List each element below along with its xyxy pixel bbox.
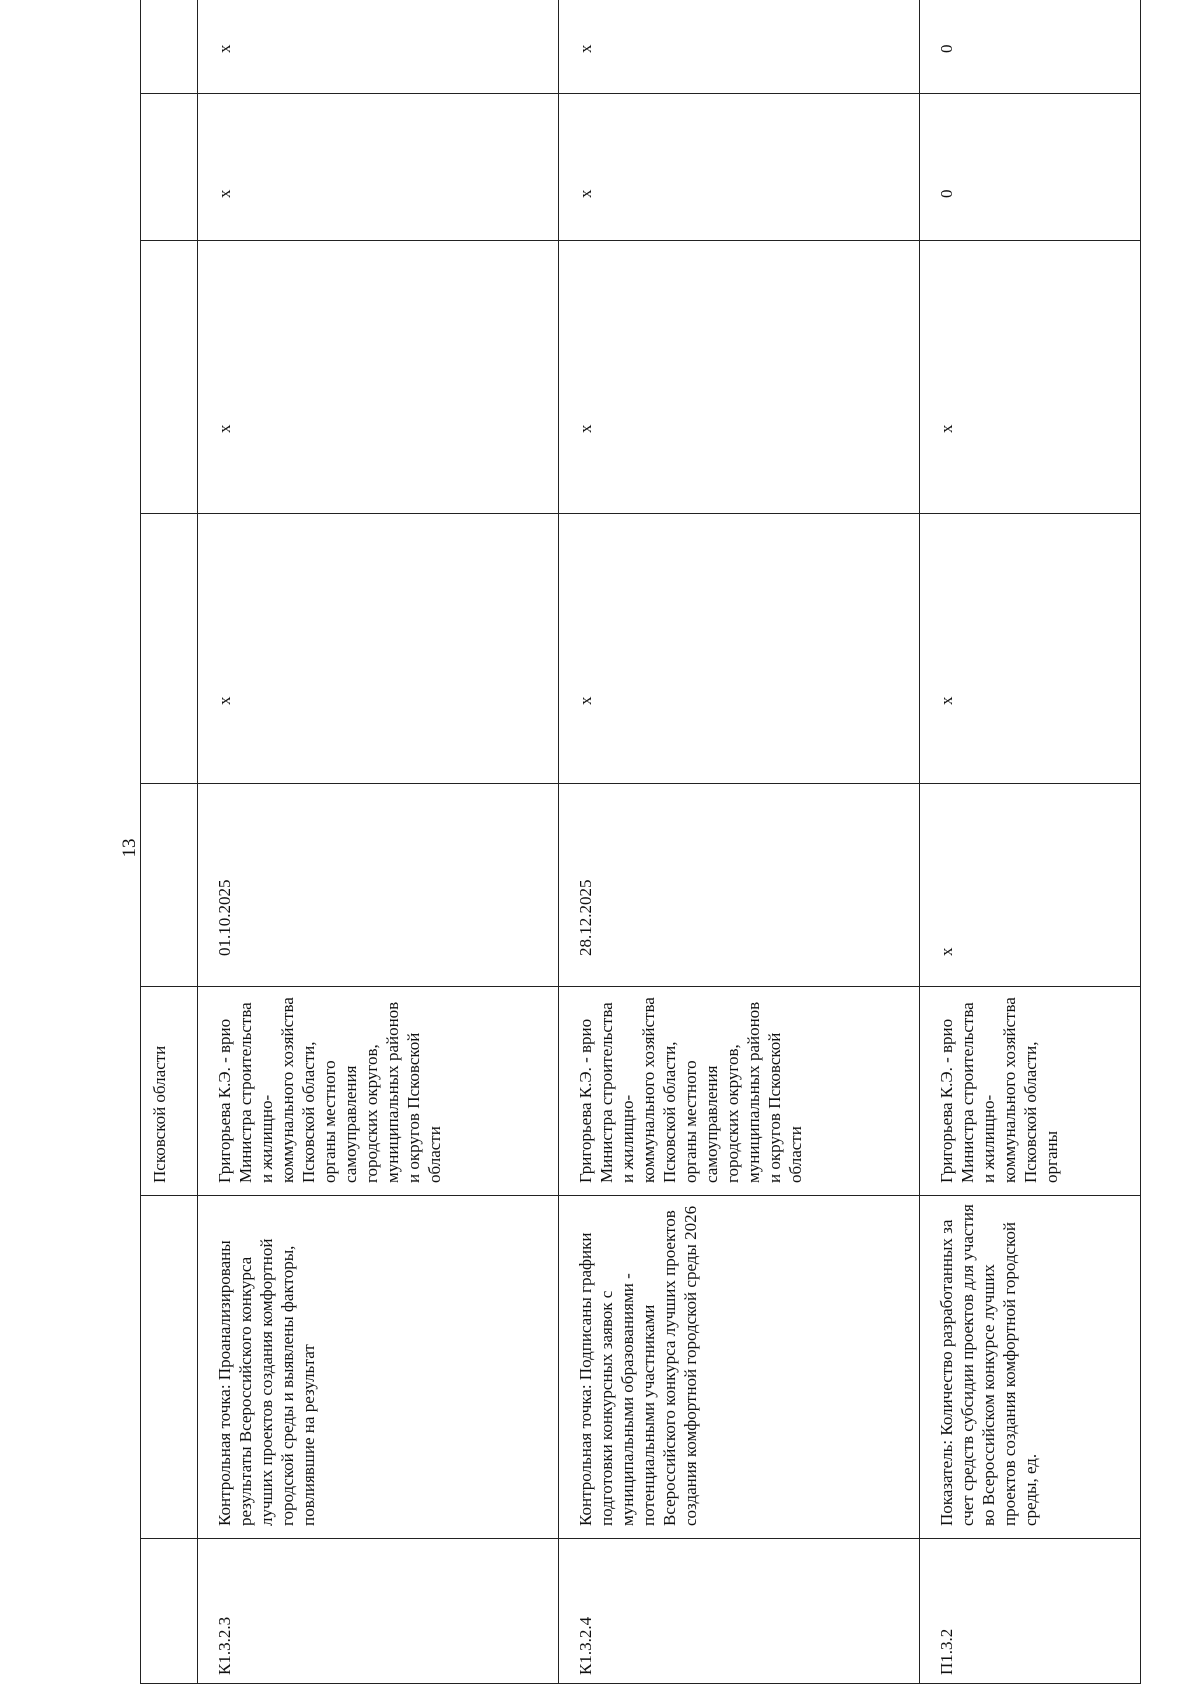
table-cell-responsible: Григорьева К.Э. - врио Министра строительства и жилищно-коммунального хозяйства Псковской области, органы [920,987,1141,1196]
table-cell-name: Показатель: Количество разработанных за счет средств субсидии проектов для участия во Всероссийском конкурсе лучших проектов создания комфортной городской среды, ед. [920,1196,1141,1539]
rotated-table-container [140,44,1061,1684]
table-cell-code: К1.3.2.3 [198,1539,559,1684]
table-cell-value: x [559,241,920,514]
table-cell-value: x [198,94,559,241]
table-cell-value: x [920,514,1141,784]
table-cell-value: x [559,0,920,94]
table-cell-value: x [559,94,920,241]
table-cell-value: x [559,514,920,784]
table-cell-date: x [920,784,1141,987]
table-row [559,0,920,1684]
table-cell-date: 28.12.2025 [559,784,920,987]
table-row [920,0,1141,1684]
table-cell-code: К1.3.2.4 [559,1539,920,1684]
table-cell-date [141,784,198,987]
table-cell-value: 0 [920,94,1141,241]
table-cell-value: 0 [920,0,1141,94]
table-cell-value: x [198,514,559,784]
table-cell-value [141,241,198,514]
table-cell-name: Контрольная точка: Подписаны графики подготовки конкурсных заявок с муниципальными образованиями - потенциальными участниками Всероссийского конкурса лучших проектов создания комфортной городской среды 2026 [559,1196,920,1539]
table-row [141,0,198,1684]
table-cell-value: x [198,0,559,94]
page-number: 13 [119,838,140,858]
table-cell-responsible: Псковской области [141,987,198,1196]
plan-table [140,0,1141,1684]
table-cell-responsible: Григорьева К.Э. - врио Министра строительства и жилищно-коммунального хозяйства Псковской области, органы местного самоуправления городских округов, муниципальных районов и округов Псковской области [198,987,559,1196]
table-cell-code: П1.3.2 [920,1539,1141,1684]
table-cell-name: Контрольная точка: Проанализированы результаты Всероссийского конкурса лучших проектов создания комфортной городской среды и выявлены факторы, повлиявшие на результат [198,1196,559,1539]
table-row [198,0,559,1684]
table-cell-value: x [920,241,1141,514]
table-cell-value [141,94,198,241]
table-cell-value [141,0,198,94]
table-cell-code [141,1539,198,1684]
table-cell-date: 01.10.2025 [198,784,559,987]
table-cell-value: x [198,241,559,514]
table-cell-name [141,1196,198,1539]
table-cell-value [141,514,198,784]
table-cell-responsible: Григорьева К.Э. - врио Министра строительства и жилищно-коммунального хозяйства Псковской области, органы местного самоуправления городских округов, муниципальных районов и округов Псковской области [559,987,920,1196]
